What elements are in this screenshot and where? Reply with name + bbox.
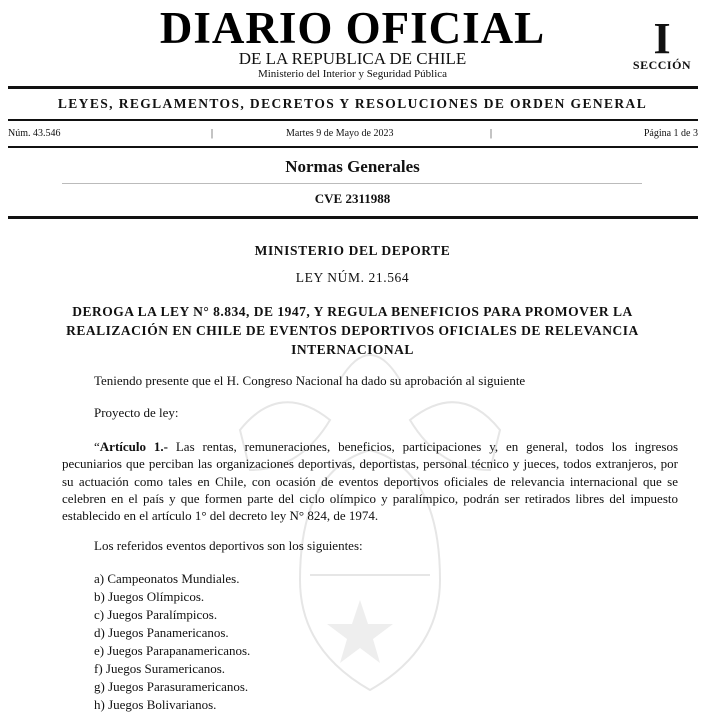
cve-code: CVE 2311988	[314, 191, 391, 206]
newspaper-subtitle: DE LA REPUBLICA DE CHILE	[238, 49, 467, 68]
list-item: h) Juegos Bolivarianos.	[94, 697, 217, 712]
masthead	[0, 3, 705, 81]
section-title: Normas Generales	[285, 157, 420, 176]
list-item: g) Juegos Parasuramericanos.	[94, 679, 249, 694]
list-item: b) Juegos Olímpicos.	[94, 589, 205, 604]
page-indicator: Página 1 de 3	[643, 128, 698, 139]
list-item: f) Juegos Suramericanos.	[94, 661, 226, 676]
article-text: Las rentas, remuneraciones, beneficios, participaciones y, en general, todos los ingresos pecuniarios que perciban las organizaciones deportivas, deportistas, personal técnico y jueces, todos extranjeros, por su actuación como tales en Chile, con ocasión de eventos deportivos oficiales de relevancia internacional que se celebren en el país y que formen parte del ciclo olímpico y paralímpico, podrán ser retirados libres del impuesto establecido en el artículo 1° del decreto ley N° 824, de 1974.	[62, 439, 679, 524]
law-number: LEY NÚM. 21.564	[295, 270, 410, 285]
issue-date: Martes 9 de Mayo de 2023	[286, 128, 394, 139]
ministry-line: Ministerio del Interior y Seguridad Pública	[257, 68, 448, 80]
document-ministry: MINISTERIO DEL DEPORTE	[254, 243, 451, 258]
list-item: e) Juegos Parapanamericanos.	[94, 643, 251, 658]
law-heading: DEROGA LA LEY N° 8.834, DE 1947, Y REGULA BENEFICIOS PARA PROMOVER LA REALIZACIÓN EN CHILE DE EVENTOS DEPORTIVOS OFICIALES DE RELEVANCIA INTERNACIONAL	[66, 304, 639, 357]
info-rule	[8, 146, 698, 148]
events-list	[94, 570, 250, 714]
header-rule-middle	[8, 119, 698, 121]
open-quote: “	[94, 439, 100, 454]
issue-number: Núm. 43.546	[8, 128, 61, 139]
newspaper-title: DIARIO OFICIAL	[159, 3, 546, 53]
article-label: Artículo 1.-	[99, 439, 168, 454]
cve-rule	[8, 216, 698, 219]
section-label: SECCIÓN	[632, 58, 692, 72]
events-intro: Los referidos eventos deportivos son los siguientes:	[94, 538, 363, 553]
section-marker	[628, 14, 696, 72]
project-label: Proyecto de ley:	[94, 405, 179, 420]
list-item: c) Juegos Paralímpicos.	[94, 607, 218, 622]
header-rule-top	[8, 86, 698, 89]
section-number: I	[653, 14, 671, 63]
section-title-rule	[62, 183, 642, 184]
article-1	[62, 438, 678, 524]
info-separator: |	[211, 128, 214, 139]
list-item: d) Juegos Panamericanos.	[94, 625, 229, 640]
info-separator: |	[490, 128, 493, 139]
list-item: a) Campeonatos Mundiales.	[94, 571, 240, 586]
header-subtitle: LEYES, REGLAMENTOS, DECRETOS Y RESOLUCIONES DE ORDEN GENERAL	[57, 96, 648, 111]
intro-paragraph: Teniendo presente que el H. Congreso Nacional ha dado su aprobación al siguiente	[94, 373, 526, 388]
